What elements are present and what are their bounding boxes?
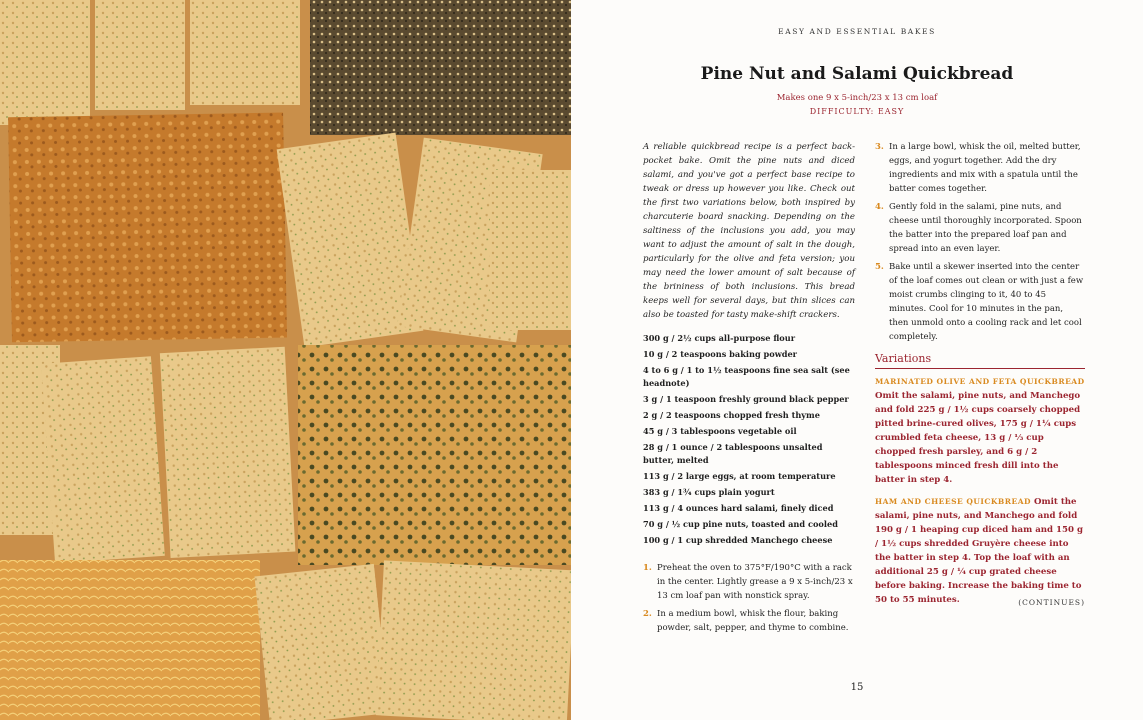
step-text: In a medium bowl, whisk the flour, baking powder, salt, pepper, and thyme to combine. bbox=[657, 609, 849, 633]
ingredient-item: 3 g / 1 teaspoon freshly ground black pepper bbox=[643, 394, 849, 404]
recipe-page bbox=[571, 0, 1143, 720]
variations-heading: Variations bbox=[875, 352, 1085, 369]
ingredient-item: 45 g / 3 tablespoons vegetable oil bbox=[643, 426, 797, 436]
ingredient-list bbox=[643, 332, 855, 547]
recipe-difficulty: DIFFICULTY: EASY bbox=[809, 107, 905, 116]
ingredient-item: 28 g / 1 ounce / 2 tablespoons unsalted butter, melted bbox=[643, 442, 823, 465]
ingredient-item: 4 to 6 g / 1 to 1½ teaspoons fine sea salt (see headnote) bbox=[643, 365, 850, 388]
bread-slices-illustration bbox=[0, 0, 571, 720]
ingredient-item: 70 g / ½ cup pine nuts, toasted and cooled bbox=[643, 519, 838, 529]
variation-text: Omit the salami, pine nuts, and Manchego and fold 190 g / 1 heaping cup diced ham and 150 g / 1½ cups shredded Gruyère cheese into the batter in step 4. Top the loaf with an additional 25 g / ¼ cup grated cheese before baking. Increase the baking time to 50 to 55 minutes. bbox=[875, 497, 1083, 605]
ingredient-item: 383 g / 1¾ cups plain yogurt bbox=[643, 487, 775, 497]
ingredient-item: 2 g / 2 teaspoons chopped fresh thyme bbox=[643, 410, 820, 420]
step-number: 5. bbox=[875, 262, 884, 272]
right-column bbox=[875, 140, 1085, 615]
step-item bbox=[643, 561, 855, 603]
ingredient-item: 113 g / 2 large eggs, at room temperature bbox=[643, 471, 836, 481]
running-head: EASY AND ESSENTIAL BAKES bbox=[778, 27, 936, 36]
step-list-left bbox=[643, 561, 855, 635]
step-number: 3. bbox=[875, 142, 884, 152]
step-number: 2. bbox=[643, 609, 652, 619]
variation-item bbox=[875, 495, 1085, 607]
headnote: A reliable quickbread recipe is a perfect back-pocket bake. Omit the pine nuts and diced salami, and you've got a perfect base recipe to tweak or dress up however you like. Check out the first two variations below, both inspired by charcuterie board snacking. Depending on the saltiness of the inclusions you add, you may want to adjust the amount of salt in the dough, particularly for the olive and feta version; you may need the lower amount of salt because of the brininess of both inclusions. This bread keeps well for several days, but thin slices can also be toasted for tasty make-shift crackers. bbox=[643, 142, 855, 320]
step-text: Gently fold in the salami, pine nuts, and cheese until thoroughly incorporated. Spoon the batter into the prepared loaf pan and spread into an even layer. bbox=[889, 202, 1082, 254]
ingredient-item: 300 g / 2½ cups all-purpose flour bbox=[643, 333, 796, 343]
ingredient-item: 113 g / 4 ounces hard salami, finely diced bbox=[643, 503, 834, 513]
step-item bbox=[875, 140, 1085, 196]
variation-item bbox=[875, 375, 1085, 487]
variation-text: Omit the salami, pine nuts, and Manchego and fold 225 g / 1½ cups coarsely chopped pitted brine-cured olives, 175 g / 1¼ cups crumbled feta cheese, 13 g / ⅓ cup chopped fresh parsley, and 6 g / 2 tablespoons minced fresh dill into the batter in step 4. bbox=[875, 391, 1081, 485]
continues-label: (CONTINUES) bbox=[1018, 598, 1085, 607]
recipe-title: Pine Nut and Salami Quickbread bbox=[700, 64, 1014, 84]
bread-photo bbox=[0, 0, 571, 720]
step-text: Bake until a skewer inserted into the center of the loaf comes out clean or with just a few moist crumbs clinging to it, 40 to 45 minutes. Cool for 10 minutes in the pan, then unmold onto a cooling rack and let cool completely. bbox=[889, 262, 1084, 342]
variation-name: MARINATED OLIVE AND FETA QUICKBREAD bbox=[875, 377, 1085, 386]
variation-name: HAM AND CHEESE QUICKBREAD bbox=[875, 497, 1032, 506]
step-number: 1. bbox=[643, 563, 652, 573]
step-text: Preheat the oven to 375°F/190°C with a rack in the center. Lightly grease a 9 x 5-inch/23 x 13 cm loaf pan with nonstick spray. bbox=[657, 563, 853, 601]
page-number: 15 bbox=[850, 682, 864, 693]
left-column bbox=[643, 140, 855, 639]
step-item bbox=[643, 607, 855, 635]
step-list-right bbox=[875, 140, 1085, 344]
step-text: In a large bowl, whisk the oil, melted butter, eggs, and yogurt together. Add the dry ingredients and mix with a spatula until the batter comes together. bbox=[889, 142, 1081, 194]
ingredient-item: 10 g / 2 teaspoons baking powder bbox=[643, 349, 797, 359]
step-item bbox=[875, 200, 1085, 256]
step-number: 4. bbox=[875, 202, 884, 212]
ingredient-item: 100 g / 1 cup shredded Manchego cheese bbox=[643, 535, 833, 545]
step-item bbox=[875, 260, 1085, 344]
recipe-yield: Makes one 9 x 5-inch/23 x 13 cm loaf bbox=[776, 93, 938, 103]
